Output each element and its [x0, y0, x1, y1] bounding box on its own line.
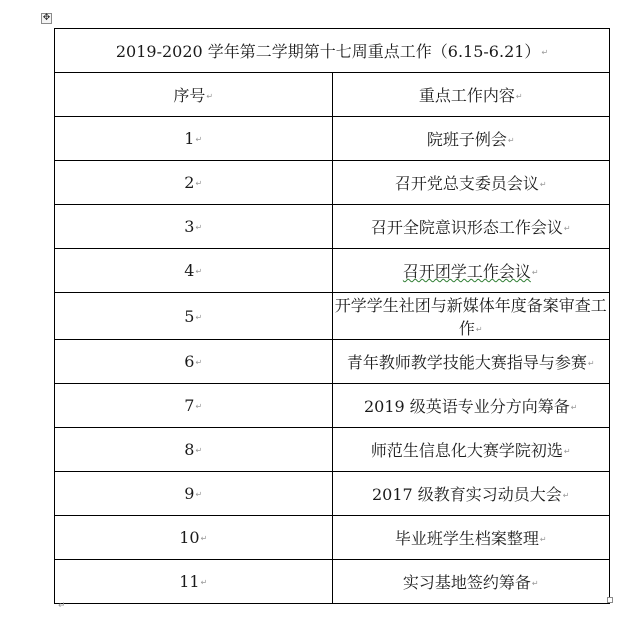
paragraph-mark-icon: ↵	[195, 358, 203, 367]
paragraph-mark-icon: ↵	[563, 447, 571, 456]
row-content-cell[interactable]	[332, 205, 610, 249]
paragraph-mark-icon: ↵	[195, 402, 203, 411]
row-content-cell[interactable]	[332, 428, 610, 472]
row-number: 7	[184, 396, 195, 415]
table-row	[55, 560, 610, 604]
table-row	[55, 428, 610, 472]
table-move-handle-icon[interactable]: ✥	[42, 13, 51, 23]
row-number-cell[interactable]	[55, 384, 333, 428]
paragraph-mark-icon: ↵	[563, 224, 571, 233]
paragraph-mark-icon: ↵	[200, 578, 208, 587]
row-content-cell[interactable]	[332, 249, 610, 293]
paragraph-mark-icon: ↵	[200, 534, 208, 543]
paragraph-mark-icon[interactable]: ↵	[58, 601, 66, 611]
table-title-row	[55, 29, 610, 73]
row-content: 师范生信息化大赛学院初选	[370, 441, 563, 460]
table-row	[55, 516, 610, 560]
row-number: 6	[184, 352, 195, 371]
table-row	[55, 161, 610, 205]
row-content-cell[interactable]	[332, 516, 610, 560]
row-number: 4	[184, 261, 195, 280]
paragraph-mark-icon: ↵	[541, 48, 549, 57]
table-row	[55, 249, 610, 293]
table-row	[55, 117, 610, 161]
table-row	[55, 205, 610, 249]
row-number-cell[interactable]	[55, 516, 333, 560]
paragraph-mark-icon: ↵	[195, 312, 203, 322]
paragraph-mark-icon: ↵	[562, 491, 570, 500]
paragraph-mark-icon: ↵	[539, 535, 547, 544]
row-number-cell[interactable]	[55, 340, 333, 384]
row-number: 2	[184, 173, 195, 192]
row-number-cell[interactable]	[55, 161, 333, 205]
row-content: 2019 级英语专业分方向筹备	[363, 397, 570, 416]
row-content: 毕业班学生档案整理	[394, 529, 539, 548]
paragraph-mark-icon: ↵	[206, 92, 214, 101]
row-number: 5	[184, 306, 195, 326]
paragraph-mark-icon: ↵	[539, 180, 547, 189]
paragraph-mark-icon: ↵	[195, 135, 203, 144]
row-content: 2017 级教育实习动员大会	[371, 485, 562, 504]
row-content: 实习基地签约筹备	[402, 573, 531, 592]
paragraph-mark-icon: ↵	[531, 579, 539, 588]
paragraph-mark-icon: ↵	[195, 446, 203, 455]
header-number-label: 序号	[173, 86, 206, 105]
row-number-cell[interactable]	[55, 293, 333, 340]
row-content: 开学学生社团与新媒体年度备案审查工作	[334, 296, 607, 338]
row-content: 院班子例会	[426, 130, 507, 149]
row-content-cell[interactable]	[332, 472, 610, 516]
paragraph-mark-icon: ↵	[515, 92, 523, 101]
row-content-cell[interactable]	[332, 293, 610, 340]
table-title: 2019-2020 学年第二学期第十七周重点工作（6.15-6.21）	[115, 42, 541, 61]
row-number: 11	[179, 572, 200, 591]
row-number-cell[interactable]	[55, 249, 333, 293]
row-number: 9	[184, 484, 195, 503]
row-number: 1	[184, 129, 195, 148]
header-content-cell[interactable]	[332, 73, 610, 117]
row-content: 青年教师教学技能大赛指导与参赛	[346, 353, 587, 372]
table-row	[55, 293, 610, 340]
paragraph-mark-icon: ↵	[195, 179, 203, 188]
paragraph-mark-icon: ↵	[195, 223, 203, 232]
row-number-cell[interactable]	[55, 205, 333, 249]
row-content: 召开党总支委员会议	[394, 174, 539, 193]
table-row	[55, 340, 610, 384]
header-content-label: 重点工作内容	[418, 86, 515, 105]
work-plan-table	[54, 28, 610, 604]
table-row	[55, 472, 610, 516]
paragraph-mark-icon: ↵	[587, 359, 595, 368]
row-number: 3	[184, 217, 195, 236]
row-number-cell[interactable]	[55, 117, 333, 161]
table-resize-handle[interactable]	[607, 597, 613, 603]
row-number: 8	[184, 440, 195, 459]
row-content-cell[interactable]	[332, 384, 610, 428]
table-header-row	[55, 73, 610, 117]
header-number-cell[interactable]	[55, 73, 333, 117]
row-content-cell[interactable]	[332, 117, 610, 161]
paragraph-mark-icon: ↵	[195, 490, 203, 499]
row-number: 10	[179, 528, 200, 547]
row-content-cell[interactable]	[332, 560, 610, 604]
row-number-cell[interactable]	[55, 560, 333, 604]
row-content-cell[interactable]	[332, 161, 610, 205]
row-number-cell[interactable]	[55, 428, 333, 472]
row-content: 召开团学工作会议	[402, 262, 531, 281]
row-content: 召开全院意识形态工作会议	[370, 218, 563, 237]
row-content-cell[interactable]	[332, 340, 610, 384]
paragraph-mark-icon: ↵	[475, 325, 483, 334]
paragraph-mark-icon: ↵	[507, 136, 515, 145]
paragraph-mark-icon: ↵	[570, 403, 578, 412]
paragraph-mark-icon: ↵	[531, 268, 539, 277]
paragraph-mark-icon: ↵	[195, 267, 203, 276]
table-row	[55, 384, 610, 428]
table-title-cell[interactable]	[55, 29, 610, 73]
row-number-cell[interactable]	[55, 472, 333, 516]
